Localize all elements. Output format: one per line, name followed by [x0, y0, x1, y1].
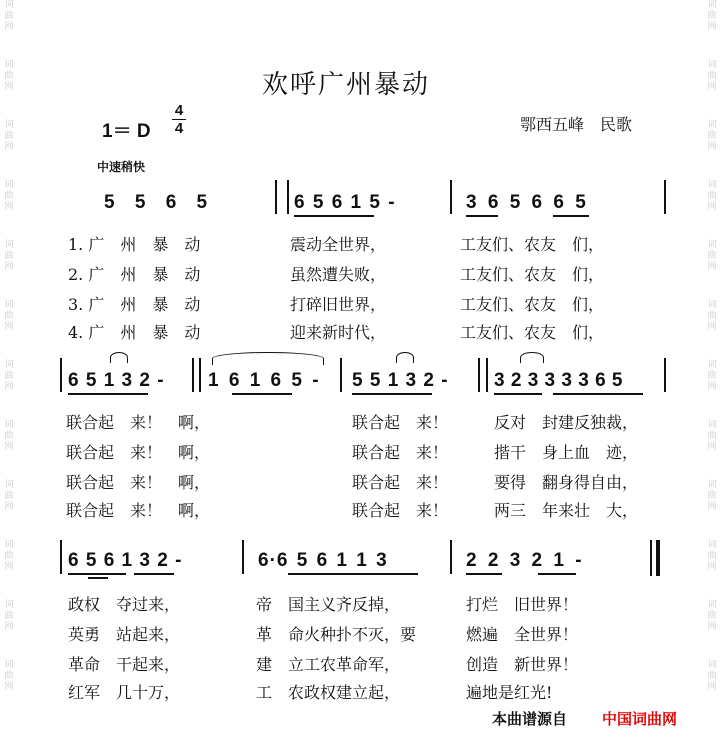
watermark-right-10: 词 曲 网 — [707, 540, 717, 572]
system1-verse3-a: 3. 广 州 暴 动 — [68, 295, 201, 314]
system2-barline0 — [60, 358, 62, 392]
watermark-left-6: 词 曲 网 — [4, 300, 14, 332]
watermark-left-4: 词 曲 网 — [4, 180, 14, 212]
system3-measure3: 2 2 3 2 1 - — [466, 550, 583, 571]
system3-m1-underline-c — [134, 573, 174, 575]
source-label: 本曲谱源自 — [492, 708, 573, 729]
system3-verse1-c: 打烂 旧世界！ — [466, 595, 579, 614]
system1-verse2-a: 2. 广 州 暴 动 — [68, 265, 201, 284]
system2-barline1 — [192, 358, 194, 392]
system1-verse1-a: 1. 广 州 暴 动 — [68, 235, 201, 254]
system2-measure4: 3 2 3 3 3 3 6 5 — [494, 370, 624, 391]
system2-m1-slur — [110, 352, 128, 363]
system1-verse3-c: 工友们、农友 们， — [460, 295, 605, 314]
tempo-marking: 中速稍快 — [97, 160, 146, 174]
system2-verse4-b: 联合起 来！ — [352, 501, 449, 520]
system2-verse4-a: 联合起 来！ 啊， — [66, 501, 211, 520]
system3-m2-underline — [288, 573, 418, 575]
system1-verse2-c: 工友们、农友 们， — [460, 265, 605, 284]
watermark-right-7: 词 曲 网 — [707, 360, 717, 392]
watermark-left-2: 词 曲 网 — [4, 60, 14, 92]
system2-m4-slur — [520, 352, 544, 363]
watermark-right-9: 词 曲 网 — [707, 480, 717, 512]
watermark-right-12: 词 曲 网 — [707, 660, 717, 692]
system2-barline3 — [478, 358, 480, 392]
watermark-right-3: 词 曲 网 — [707, 120, 717, 152]
system2-measure1: 6 5 1 3 2 - — [68, 370, 165, 391]
system3-verse3-a: 革命 干起来， — [68, 655, 181, 674]
system1-m3-underline-a — [466, 215, 498, 217]
system3-final-thin — [650, 540, 652, 576]
system1-measure3: 3 6 5 6 6 5 — [466, 192, 587, 213]
watermark-right-8: 词 曲 网 — [707, 420, 717, 452]
watermark-right-11: 词 曲 网 — [707, 600, 717, 632]
time-signature-bottom: 4 — [174, 120, 184, 137]
system3-verse3-c: 创造 新世界！ — [466, 655, 579, 674]
system3-verse4-c: 遍地是红光! — [466, 683, 553, 702]
system2-verse3-b: 联合起 来！ — [352, 473, 449, 492]
system2-barline1-thin — [199, 358, 201, 392]
system1-barline1 — [275, 180, 277, 214]
system1-barline4 — [664, 180, 666, 214]
system3-m3-underline-b — [538, 573, 576, 575]
system2-barline3-thin — [486, 358, 488, 392]
watermark-left-10: 词 曲 网 — [4, 540, 14, 572]
system2-m3-underline — [352, 393, 432, 395]
composer-credit: 鄂西五峰 民歌 — [520, 115, 633, 134]
system2-verse2-a: 联合起 来！ 啊， — [66, 443, 211, 462]
system3-m1-underline-a — [68, 573, 126, 575]
watermark-left-8: 词 曲 网 — [4, 420, 14, 452]
system2-m4-underline-b — [553, 393, 643, 395]
system1-verse2-b: 虽然遭失败， — [290, 265, 387, 284]
system2-m1-underline — [68, 393, 148, 395]
system3-measure1: 6 5 6 1 3 2 - — [68, 550, 183, 571]
system1-verse4-b: 迎来新时代， — [290, 323, 387, 342]
system3-barline2 — [450, 540, 452, 574]
system1-verse1-b: 震动全世界， — [290, 235, 387, 254]
system2-m4-underline-a — [494, 393, 542, 395]
system1-barline2-thin — [287, 180, 289, 214]
system1-verse4-a: 4. 广 州 暴 动 — [68, 323, 201, 342]
system3-final-thick — [656, 540, 660, 576]
system3-verse4-a: 红军 几十万， — [68, 683, 181, 702]
time-signature-top: 4 — [174, 102, 184, 119]
watermark-left-3: 词 曲 网 — [4, 120, 14, 152]
system2-m2-slur — [212, 352, 324, 365]
system3-verse4-b: 工 农政权建立起， — [256, 683, 401, 702]
system2-verse4-c: 两三 年来壮 大， — [494, 501, 639, 520]
system2-barline2 — [340, 358, 342, 392]
source-site-link[interactable]: 中国词曲网 — [602, 710, 678, 728]
watermark-left-9: 词 曲 网 — [4, 480, 14, 512]
watermark-right-5: 词 曲 网 — [707, 240, 717, 272]
system3-verse2-b: 革 命火种扑不灭，要 — [256, 625, 417, 644]
system1-verse3-b: 打碎旧世界， — [290, 295, 387, 314]
system2-verse2-c: 揩干 身上血 迹， — [494, 443, 639, 462]
system2-verse2-b: 联合起 来！ — [352, 443, 449, 462]
watermark-right-6: 词 曲 网 — [707, 300, 717, 332]
key-signature: 1＝ D — [102, 121, 151, 142]
system1-measure1: 5 5 6 5 — [104, 192, 209, 213]
system2-verse3-a: 联合起 来！ 啊， — [66, 473, 211, 492]
watermark-left-7: 词 曲 网 — [4, 360, 14, 392]
system2-m2-underline — [232, 393, 292, 395]
system3-verse2-a: 英勇 站起来， — [68, 625, 181, 644]
watermark-right-4: 词 曲 网 — [707, 180, 717, 212]
system1-m3-underline-b — [553, 215, 589, 217]
system2-measure3: 5 5 1 3 2 - — [352, 370, 449, 391]
system1-m2-underline — [294, 215, 374, 217]
system1-verse1-c: 工友们、农友 们， — [460, 235, 605, 254]
system3-verse1-b: 帝 国主义齐反掉， — [256, 595, 401, 614]
system2-measure2: 1 6 1 6 5 - — [208, 370, 320, 391]
system3-verse1-a: 政权 夺过来， — [68, 595, 181, 614]
system1-measure2: 6 5 6 1 5 - — [294, 192, 396, 213]
system2-barline4 — [664, 358, 666, 392]
system1-barline3 — [450, 180, 452, 214]
system3-verse2-c: 燃遍 全世界！ — [466, 625, 579, 644]
watermark-left-1: 词 曲 网 — [4, 0, 14, 32]
time-signature — [172, 102, 186, 137]
system3-verse3-b: 建 立工农革命军， — [256, 655, 401, 674]
watermark-left-12: 词 曲 网 — [4, 660, 14, 692]
system3-m3-underline-a — [466, 573, 502, 575]
system2-verse1-a: 联合起 来！ 啊， — [66, 413, 211, 432]
system3-m1-underline-b — [88, 577, 108, 579]
watermark-left-5: 词 曲 网 — [4, 240, 14, 272]
system2-m3-slur — [396, 352, 414, 363]
system2-verse1-b: 联合起 来！ — [352, 413, 449, 432]
system2-verse1-c: 反对 封建反独裁， — [494, 413, 639, 432]
system3-measure2: 6·6 5 6 1 1 3 — [258, 550, 388, 571]
watermark-right-2: 词 曲 网 — [707, 60, 717, 92]
song-title: 欢呼广州暴动 — [262, 70, 431, 100]
system1-verse4-c: 工友们、农友 们， — [460, 323, 605, 342]
watermark-left-11: 词 曲 网 — [4, 600, 14, 632]
system3-barline1 — [242, 540, 244, 574]
system2-verse3-c: 要得 翻身得自由， — [494, 473, 639, 492]
watermark-right-1: 词 曲 网 — [707, 0, 717, 32]
system3-barline0 — [60, 540, 62, 574]
